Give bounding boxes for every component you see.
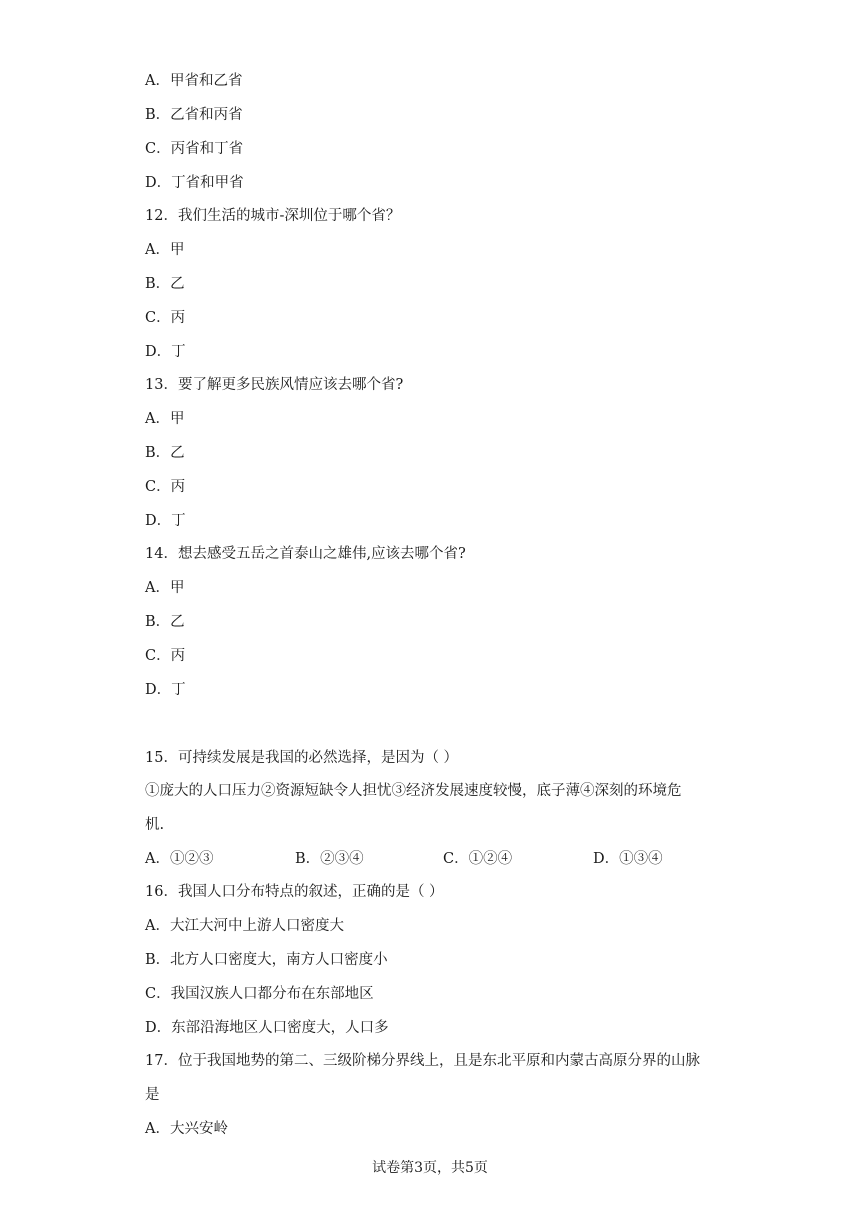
q12-option-b: B．乙 [145,276,185,292]
q11-option-c: C．丙省和丁省 [145,141,244,157]
page-footer: 试卷第3页，共5页 [372,1160,488,1176]
q13-option-c: C．丙 [145,479,186,495]
q16-option-c: C．我国汉族人口都分布在东部地区 [145,986,374,1002]
q16-option-a: A．大江大河中上游人口密度大 [145,918,344,934]
q12-option-a: A．甲 [145,242,185,258]
q12-option-d: D．丁 [145,344,186,360]
q11-option-d: D．丁省和甲省 [145,175,244,191]
q17-option-a: A．大兴安岭 [145,1121,228,1137]
q16-option-d: D．东部沿海地区人口密度大，人口多 [145,1020,389,1036]
q13-question: 13．要了解更多民族风情应该去哪个省? [145,377,404,393]
q13-option-a: A．甲 [145,411,185,427]
q14-option-c: C．丙 [145,648,186,664]
q15-option-a: A．①②③ [145,851,214,867]
q13-option-d: D．丁 [145,513,186,529]
q17-question-line1: 17．位于我国地势的第二、三级阶梯分界线上，且是东北平原和内蒙古高原分界的山脉 [145,1053,700,1069]
q13-option-b: B．乙 [145,445,185,461]
q12-question: 12．我们生活的城市-深圳位于哪个省？ [145,208,401,224]
q15-option-b: B．②③④ [295,851,364,867]
q16-option-b: B．北方人口密度大，南方人口密度小 [145,952,388,968]
q16-question: 16．我国人口分布特点的叙述，正确的是（ ） [145,884,444,900]
q12-option-c: C．丙 [145,310,186,326]
q15-option-d: D．①③④ [593,851,663,867]
q11-option-a: A．甲省和乙省 [145,73,243,89]
q14-option-d: D．丁 [145,682,186,698]
q11-option-b: B．乙省和丙省 [145,107,243,123]
q15-stem-line1: ①庞大的人口压力②资源短缺令人担忧③经济发展速度较慢，底子薄④深刻的环境危 [145,783,682,799]
q15-options-row [145,849,705,869]
q15-question: 15．可持续发展是我国的必然选择，是因为（ ） [145,750,459,766]
q14-question: 14．想去感受五岳之首泰山之雄伟,应该去哪个省? [145,546,466,562]
q15-option-c: C．①②④ [443,851,513,867]
q14-option-a: A．甲 [145,580,185,596]
q15-stem-line2: 机. [145,817,165,833]
q17-question-line2: 是 [145,1087,160,1103]
q14-option-b: B．乙 [145,614,185,630]
